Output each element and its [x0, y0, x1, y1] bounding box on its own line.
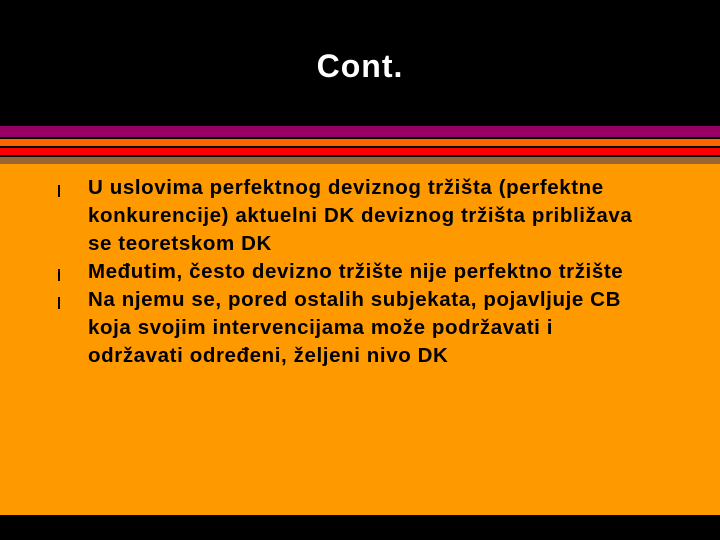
bullet-text: Međutim, često devizno tržište nije perfektno tržište: [88, 260, 624, 283]
bullet-text: U uslovima perfektnog deviznog tržišta (perfektne konkurencije) aktuelni DK deviznog tržišta približava se teoretskom DK: [88, 176, 633, 255]
stripe-orange: [0, 139, 720, 146]
stripe-red: [0, 148, 720, 155]
stripe-magenta: [0, 126, 720, 137]
decorative-stripes: [0, 126, 720, 164]
bullet-item: [0, 174, 720, 258]
bullet-item: [0, 286, 720, 370]
content-area: [0, 164, 720, 515]
bullet-list: [0, 174, 720, 370]
bullet-marker-icon: [58, 185, 60, 197]
bullet-marker-icon: [58, 269, 60, 281]
stripe-brown: [0, 157, 720, 164]
slide-title: Cont.: [316, 48, 404, 84]
bullet-text: Na njemu se, pored ostalih subjekata, pojavljuje CB koja svojim intervencijama može podržavati i održavati određeni, željeni nivo DK: [88, 288, 621, 367]
bullet-marker-icon: [58, 297, 60, 309]
bullet-item: [0, 258, 720, 286]
